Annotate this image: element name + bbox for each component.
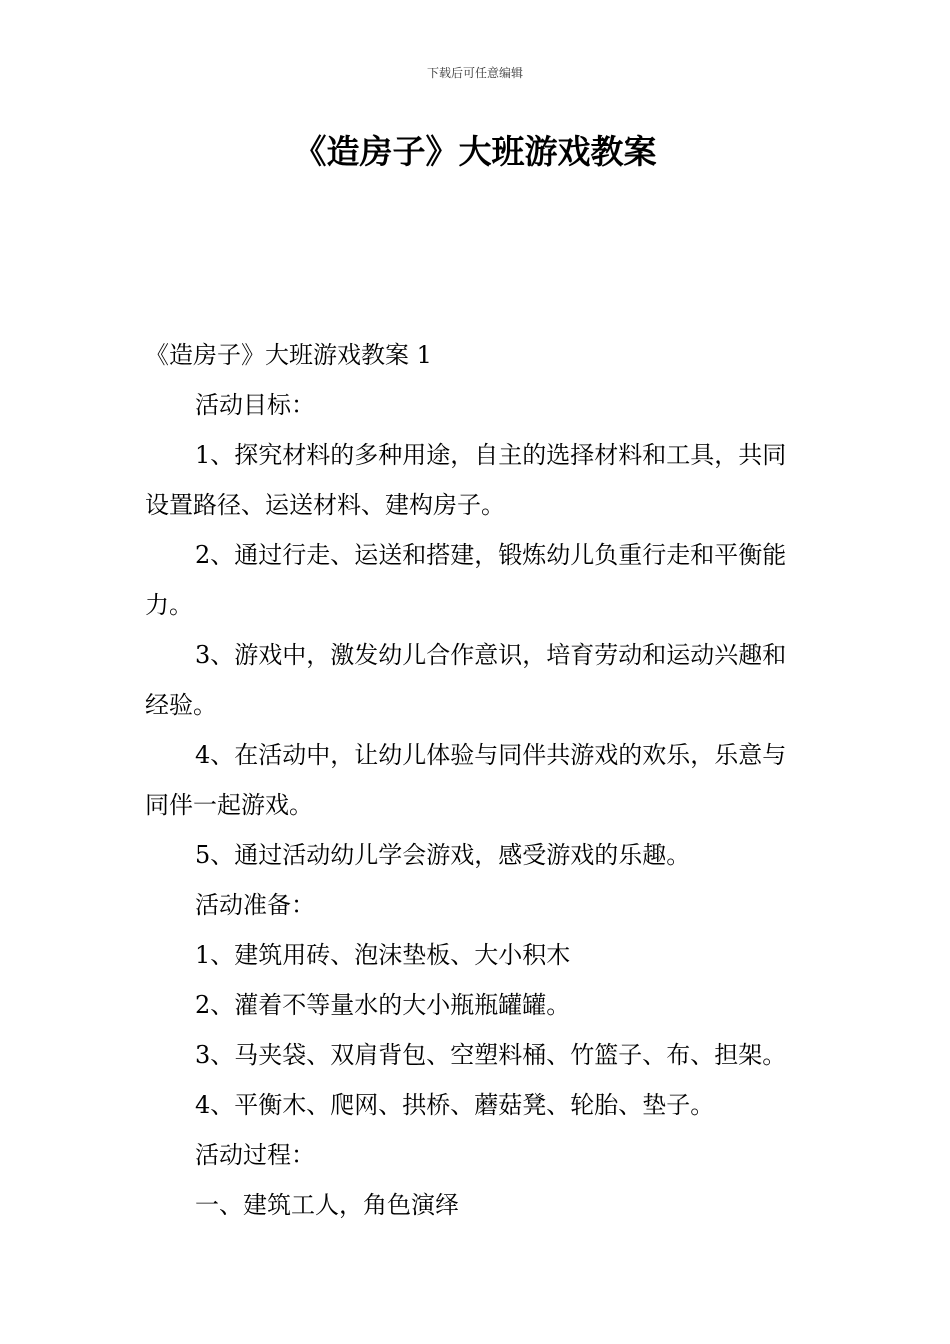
paragraph: 4、在活动中，让幼儿体验与同伴共游戏的欢乐，乐意与同伴一起游戏。 <box>145 741 787 819</box>
paragraph: 活动过程： <box>195 1141 315 1169</box>
paragraph: 3、马夹袋、双肩背包、空塑料桶、竹篮子、布、担架。 <box>195 1041 787 1069</box>
paragraph: 1、建筑用砖、泡沫垫板、大小积木 <box>195 941 571 969</box>
paragraph: 一、建筑工人，角色演绎 <box>195 1191 459 1219</box>
paragraph: 3、游戏中，激发幼儿合作意识，培育劳动和运动兴趣和经验。 <box>145 641 787 719</box>
paragraph: 5、通过活动幼儿学会游戏，感受游戏的乐趣。 <box>195 841 691 869</box>
document-title: 《造房子》大班游戏教案 <box>293 132 657 171</box>
header-note: 下载后可任意编辑 <box>426 66 523 80</box>
paragraph: 活动目标： <box>195 391 315 419</box>
paragraph: 4、平衡木、爬网、拱桥、蘑菇凳、轮胎、垫子。 <box>195 1091 715 1119</box>
document-body <box>145 330 810 1230</box>
paragraph: 1、探究材料的多种用途，自主的选择材料和工具，共同设置路径、运送材料、建构房子。 <box>145 441 787 519</box>
paragraph: 活动准备： <box>195 891 315 919</box>
section-heading: 《造房子》大班游戏教案 1 <box>145 341 432 369</box>
paragraph: 2、灌着不等量水的大小瓶瓶罐罐。 <box>195 991 571 1019</box>
paragraph: 2、通过行走、运送和搭建，锻炼幼儿负重行走和平衡能力。 <box>145 541 787 619</box>
